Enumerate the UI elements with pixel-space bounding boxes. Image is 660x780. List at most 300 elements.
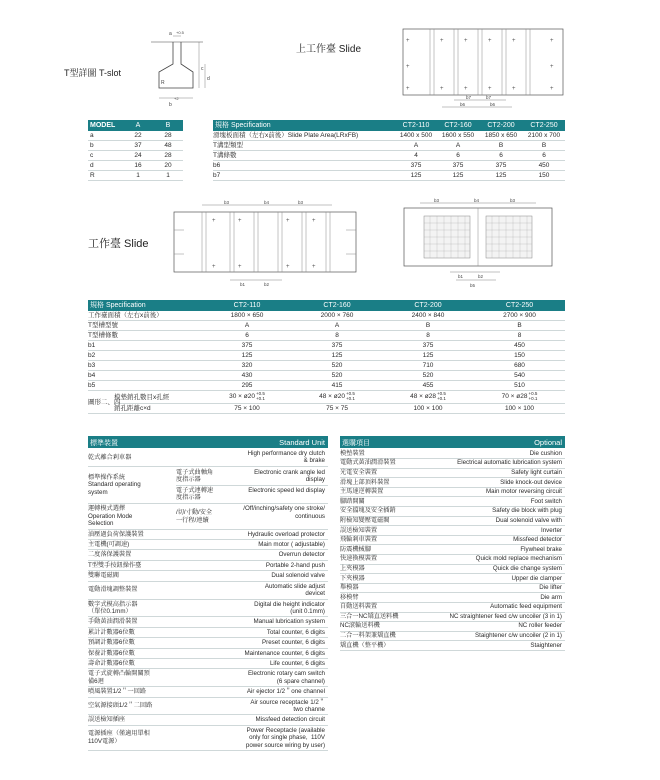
bolster-hole-group: 圖形二、四 xyxy=(88,391,114,414)
tslot-title: T型詳圖 T-slot xyxy=(64,68,122,78)
table-row xyxy=(340,555,565,565)
svg-text:+: + xyxy=(312,264,316,270)
standard-item xyxy=(88,638,328,648)
svg-text:+: + xyxy=(464,86,468,92)
bolster-spec-label: b1 xyxy=(88,341,202,351)
optional-item-cn: 光電安全裝置 xyxy=(340,468,422,478)
bolster-spec-value: 540 xyxy=(474,371,565,381)
optional-item-en: Die lifter xyxy=(422,583,565,593)
standard-item-en: Total counter, 6 digits xyxy=(266,628,325,636)
optional-item-cn: 快速換模裝置 xyxy=(340,555,422,565)
table-row xyxy=(88,404,565,414)
bolster-spec-label: T型槽型號 xyxy=(88,321,202,331)
tslot-dim-b: b xyxy=(169,102,172,108)
bolster-drawing-1 xyxy=(172,200,358,290)
hole-value-text: 48 × ø20 xyxy=(319,393,345,401)
slide-spec-label: b7 xyxy=(213,171,395,181)
bolster-spec-label: T型槽條數 xyxy=(88,331,202,341)
tslot-section xyxy=(64,28,244,113)
bolster-spec-value: 450 xyxy=(474,341,565,351)
standard-item-cn: 累計計數器6位數 xyxy=(88,628,135,636)
slide-spec-label: T溝條數 xyxy=(213,151,395,161)
standard-item xyxy=(88,669,328,687)
hole-value-text: 30 × ø20 xyxy=(229,393,255,401)
upper-slide-dim-1: b7 xyxy=(466,95,472,100)
model-row-label: c xyxy=(88,151,123,161)
bolster-spec-value: 430 xyxy=(202,371,292,381)
slide-spec-model: CT2-160 xyxy=(444,122,472,129)
standard-item xyxy=(88,617,328,627)
bolster-spec-header-label: 規格 Specification xyxy=(90,302,146,309)
table-row xyxy=(213,171,565,181)
bolster-spec-value: 2400 × 840 xyxy=(382,311,474,321)
standard-item-cn: 保養計數器6位數 xyxy=(88,649,135,657)
slide-spec-value: 125 xyxy=(395,171,437,181)
standard-list xyxy=(88,449,328,751)
bolster-spec-table xyxy=(88,300,565,414)
slide-spec-value: 4 xyxy=(395,151,437,161)
table-row xyxy=(340,545,565,555)
standard-item xyxy=(88,600,328,618)
standard-item-cn: 手動黃油潤滑裝置 xyxy=(88,618,138,626)
tslot-drawing xyxy=(139,28,219,108)
tslot-dim-r: R xyxy=(161,80,165,86)
standard-item xyxy=(88,582,328,600)
model-row-label: a xyxy=(88,131,123,141)
table-row xyxy=(340,478,565,488)
table-row xyxy=(340,574,565,584)
model-header-model: MODEL xyxy=(90,122,116,129)
standard-item-en: Automatic slide adjust devicet xyxy=(264,582,325,598)
bolster-title: 工作臺 Slide xyxy=(88,238,149,250)
slide-spec-value: A xyxy=(395,141,437,151)
optional-header-cn: 選購項目 xyxy=(342,440,370,447)
hole-tolerance: +0.5 +0.1 xyxy=(436,391,446,401)
table-row xyxy=(340,497,565,507)
bolster-drawing-2 xyxy=(400,198,556,294)
model-row-label: R xyxy=(88,171,123,181)
hole-value-text: 48 × ø28 xyxy=(410,393,436,401)
bolster-spec-value: 125 xyxy=(382,351,474,361)
slide-spec-value: 125 xyxy=(479,171,523,181)
svg-text:+: + xyxy=(286,218,290,224)
slide-spec-model: CT2-200 xyxy=(487,122,515,129)
optional-item-cn: 上夾模器 xyxy=(340,564,422,574)
model-row-value: 22 xyxy=(123,131,153,141)
bolster-hole-value xyxy=(202,404,292,414)
optional-item-en: NC straightener feed c/w uncoiler (3 in 1) xyxy=(422,612,565,622)
optional-item-en: Die cushion xyxy=(422,449,565,459)
bolster-spec-value: 520 xyxy=(382,371,474,381)
bolster-spec-header xyxy=(88,300,565,311)
svg-text:+: + xyxy=(440,86,444,92)
bolster-dim-top: b3 xyxy=(298,200,304,205)
bolster-dim-bottom: b1 xyxy=(240,282,246,287)
standard-item-cn: 誤送檢知插座 xyxy=(88,716,126,724)
slide-spec-label: 滑塊板面積（左右x前後）Slide Plate Area(LRxFB) xyxy=(213,131,395,141)
model-header-a: A xyxy=(135,122,141,129)
standard-item-en: Overrun detector xyxy=(278,551,325,559)
standard-item xyxy=(88,561,328,571)
hole-tolerance: +0.5 +0.1 xyxy=(345,391,355,401)
bolster-hole-value xyxy=(474,404,565,414)
bolster-spec-value: 150 xyxy=(474,351,565,361)
model-header-b: B xyxy=(165,122,171,129)
svg-text:+: + xyxy=(488,38,492,44)
table-row xyxy=(88,391,565,404)
standard-item xyxy=(88,628,328,638)
standard-item-cn: 壽命計數器6位數 xyxy=(88,659,135,667)
standard-item xyxy=(88,530,328,540)
optional-item-cn: 主馬達逆轉裝置 xyxy=(340,487,422,497)
slide-spec-label: b6 xyxy=(213,161,395,171)
slide-spec-value: 375 xyxy=(437,161,479,171)
bolster-spec-value: 8 xyxy=(382,331,474,341)
optional-table xyxy=(340,449,565,651)
bolster-spec-value: 6 xyxy=(202,331,292,341)
svg-text:+: + xyxy=(312,218,316,224)
optional-item-en: NC roller feeder xyxy=(422,622,565,632)
bolster2-dim-top: b4 xyxy=(474,198,480,203)
table-row xyxy=(213,131,565,141)
optional-item-en: Foot switch xyxy=(422,497,565,507)
standard-item-cn: 電子式旋轉凸輪開關預 備6迴 xyxy=(88,670,150,685)
bolster-spec-value: 2700 × 900 xyxy=(474,311,565,321)
standard-subitem xyxy=(176,486,328,503)
bolster-spec-value: 8 xyxy=(474,331,565,341)
bolster-spec-label: b2 xyxy=(88,351,202,361)
bolster-hole-label: 銷孔距離c×d xyxy=(114,404,202,414)
table-row xyxy=(88,371,565,381)
table-row xyxy=(340,507,565,517)
standard-item-en: Maintenance counter, 6 digits xyxy=(244,649,325,657)
optional-item-en: Main motor reversing circuit xyxy=(422,487,565,497)
model-row-value: 28 xyxy=(153,151,183,161)
standard-item-en: Electronic rotary cam switch (6 spare channel) xyxy=(247,670,325,685)
optional-item-en: Automatic feed equipment xyxy=(422,603,565,613)
standard-item-en: Main motor ( adjustable) xyxy=(258,541,325,549)
standard-item-en: Power Receptacle (available only for single phase, 110V power source wiring by user) xyxy=(245,726,325,749)
hole-value-text: 75 × 75 xyxy=(326,405,348,412)
slide-spec-value: 1850 x 650 xyxy=(479,131,523,141)
bolster-dim-top: b3 xyxy=(224,200,230,205)
model-row-label: b xyxy=(88,141,123,151)
model-table-header xyxy=(88,120,183,131)
slide-spec-value: 450 xyxy=(523,161,565,171)
standard-header-en: Standard Unit xyxy=(279,437,325,447)
standard-item-cn: T型雙手按鈕操作臺 xyxy=(88,561,142,569)
optional-item-cn: 附檢知變壓電磁閥 xyxy=(340,516,422,526)
bolster-hole-value xyxy=(382,391,474,404)
bolster-hole-value xyxy=(202,391,292,404)
optional-item-en: Upper die clamper xyxy=(422,574,565,584)
standard-item xyxy=(88,726,328,751)
standard-item xyxy=(88,659,328,669)
bolster-spec-label: b3 xyxy=(88,361,202,371)
slide-spec-value: 2100 x 700 xyxy=(523,131,565,141)
optional-item-cn: 舉模器 xyxy=(340,583,422,593)
optional-item-en: Slide knock-out device xyxy=(422,478,565,488)
optional-header-en: Optional xyxy=(534,437,562,447)
bolster-spec-value: 2000 × 760 xyxy=(292,311,382,321)
table-row xyxy=(88,311,565,321)
bolster2-dim-top: b3 xyxy=(510,198,516,203)
standard-item-en: /Off/inching/safety one stroke/ continuous xyxy=(243,505,325,520)
bolster-dim-bottom: b2 xyxy=(264,282,270,287)
bolster-spec-value: 1800 × 650 xyxy=(202,311,292,321)
standard-subitem xyxy=(176,468,328,486)
optional-item-en: Staightener xyxy=(422,641,565,651)
standard-item xyxy=(88,449,328,467)
optional-item-en: Flywheel brake xyxy=(422,545,565,555)
slide-spec-value: B xyxy=(479,141,523,151)
standard-item xyxy=(88,698,328,716)
tslot-dim-d: d xyxy=(207,76,210,82)
standard-item-en: Air source receptacle 1/2＂ two channe xyxy=(250,698,325,713)
model-row-label: d xyxy=(88,161,123,171)
svg-text:+: + xyxy=(550,64,554,70)
table-row xyxy=(340,487,565,497)
model-row-value: 24 xyxy=(123,151,153,161)
slide-spec-value: 150 xyxy=(523,171,565,181)
svg-text:+: + xyxy=(512,38,516,44)
standard-item-en: Manual lubrication system xyxy=(253,618,325,626)
table-row xyxy=(340,535,565,545)
optional-item-cn: NC滾輪送料機 xyxy=(340,622,422,632)
table-row xyxy=(340,593,565,603)
hole-value-text: 100 × 100 xyxy=(413,405,443,412)
standard-item-en: Air ejector 1/2＂one channel xyxy=(246,688,325,696)
svg-text:+: + xyxy=(550,86,554,92)
bolster2-dim-bottom: b5 xyxy=(470,283,476,288)
table-row xyxy=(340,583,565,593)
hole-tolerance: +0.5 +0.1 xyxy=(528,391,538,401)
model-row-value: 20 xyxy=(153,161,183,171)
upper-slide-title: 上工作臺 Slide xyxy=(296,44,362,55)
slide-spec-value: 1600 x 550 xyxy=(437,131,479,141)
bolster-spec-value: A xyxy=(202,321,292,331)
table-row xyxy=(340,468,565,478)
slide-spec-value: A xyxy=(437,141,479,151)
table-row xyxy=(340,612,565,622)
optional-item-en: Safety light curtain xyxy=(422,468,565,478)
svg-text:+: + xyxy=(212,218,216,224)
table-row xyxy=(340,622,565,632)
bolster-spec-value: 125 xyxy=(202,351,292,361)
model-row-value: 1 xyxy=(123,171,153,181)
tslot-dim-b-tol: +2 xyxy=(174,96,179,101)
standard-item-cn: 空氣源接頭1/2＂二回路 xyxy=(88,702,153,710)
table-row xyxy=(340,641,565,651)
upper-slide-dim-3: b6 xyxy=(460,102,466,107)
bolster-hole-label: 模墊銷孔數目x孔經 xyxy=(114,391,202,404)
standard-header xyxy=(88,436,328,448)
standard-header-cn: 標準裝置 xyxy=(90,440,118,447)
svg-text:+: + xyxy=(212,264,216,270)
standard-item-en: Digital die height indicator (unit 0.1mm) xyxy=(254,600,325,615)
slide-spec-value: B xyxy=(523,141,565,151)
standard-item-en: Portable 2-hand push xyxy=(265,561,325,569)
table-row xyxy=(88,171,183,181)
standard-subitem-cn: 電子式連轉速 度指示器 xyxy=(176,486,214,502)
standard-item xyxy=(88,687,328,697)
bolster-spec-value: B xyxy=(474,321,565,331)
standard-item-en: Hydraulic overload protector xyxy=(247,530,325,538)
optional-item-cn: 電動式黃油潤滑裝置 xyxy=(340,459,422,469)
optional-item-cn: 自動送料裝置 xyxy=(340,603,422,613)
slide-spec-label: T溝型類型 xyxy=(213,141,395,151)
slide-spec-value: 375 xyxy=(479,161,523,171)
table-row xyxy=(340,459,565,469)
slide-spec-value: 6 xyxy=(523,151,565,161)
bolster-spec-value: B xyxy=(382,321,474,331)
tslot-dim-c: c xyxy=(201,66,204,72)
standard-item xyxy=(88,540,328,550)
svg-text:+: + xyxy=(440,38,444,44)
bolster-spec-value: 520 xyxy=(292,371,382,381)
table-row xyxy=(213,161,565,171)
table-row xyxy=(213,151,565,161)
svg-text:+: + xyxy=(406,86,410,92)
table-row xyxy=(88,161,183,171)
optional-item-en: Quick mold replace mechanism xyxy=(422,555,565,565)
svg-text:+: + xyxy=(238,218,242,224)
svg-text:+: + xyxy=(488,86,492,92)
bolster2-dim-top: b3 xyxy=(434,198,440,203)
optional-item-cn: 三合一NC矯直送料機 xyxy=(340,612,422,622)
bolster-dim-top: b4 xyxy=(264,200,270,205)
optional-item-cn: 矯直機（整平機） xyxy=(340,641,422,651)
optional-item-cn: 飛輪剎車裝置 xyxy=(340,535,422,545)
table-row xyxy=(340,603,565,613)
table-row xyxy=(88,131,183,141)
model-row-value: 28 xyxy=(153,131,183,141)
bolster-spec-value: 455 xyxy=(382,381,474,391)
table-row xyxy=(340,631,565,641)
optional-item-en: Missfeed detector xyxy=(422,535,565,545)
standard-item-cn: 預調計數器6位數 xyxy=(88,639,135,647)
upper-slide-dim-4: b6 xyxy=(490,102,496,107)
model-row-value: 37 xyxy=(123,141,153,151)
bolster-hole-value xyxy=(382,404,474,414)
table-row xyxy=(88,321,565,331)
standard-item xyxy=(88,649,328,659)
bolster-spec-value: 295 xyxy=(202,381,292,391)
table-row xyxy=(88,331,565,341)
hole-value-text: 75 × 100 xyxy=(234,405,260,412)
standard-item xyxy=(88,571,328,581)
standard-item xyxy=(88,550,328,560)
bolster-spec-label: 工作臺面積（左右x前後） xyxy=(88,311,202,321)
standard-item-cn: 運轉模式選擇 Operation Mode Selection xyxy=(88,505,133,528)
standard-item-en: Missfeed detection circuit xyxy=(255,716,325,724)
bolster-hole-value xyxy=(292,391,382,404)
optional-item-en: Quick die change system xyxy=(422,564,565,574)
upper-slide-dim-2: b7 xyxy=(486,95,492,100)
optional-item-cn: 二合一料架兼矯直機 xyxy=(340,631,422,641)
table-row xyxy=(88,151,183,161)
svg-text:+: + xyxy=(512,86,516,92)
slide-spec-header-label: 規格 Specification xyxy=(215,122,271,129)
svg-text:+: + xyxy=(406,38,410,44)
svg-text:+: + xyxy=(406,64,410,70)
bolster2-dim-bottom: b2 xyxy=(478,274,484,279)
optional-item-cn: 腳踏開關 xyxy=(340,497,422,507)
svg-text:+: + xyxy=(464,38,468,44)
table-row xyxy=(88,351,565,361)
optional-item-cn: 模墊裝置 xyxy=(340,449,422,459)
svg-text:+: + xyxy=(550,38,554,44)
slide-spec-value: 6 xyxy=(437,151,479,161)
slide-spec-header xyxy=(213,120,565,131)
model-row-value: 16 xyxy=(123,161,153,171)
standard-item-cn2: /切/寸動/安全 一行程/連續 xyxy=(176,509,213,524)
optional-item-en: Inverter xyxy=(422,526,565,536)
bolster-spec-value: 710 xyxy=(382,361,474,371)
bolster-spec-value: 375 xyxy=(382,341,474,351)
standard-item-en: Preset counter, 6 digits xyxy=(262,639,325,647)
table-row xyxy=(88,141,183,151)
optional-item-en: Die arm xyxy=(422,593,565,603)
slide-spec-table xyxy=(213,120,565,181)
standard-item-cn: 電源插座（僅適用單相 110V電源） xyxy=(88,730,150,745)
optional-item-cn: 移模臂 xyxy=(340,593,422,603)
standard-subitem-en: Electronic crank angle led display xyxy=(254,468,325,484)
standard-item-cn: 主電機(可調速) xyxy=(88,541,130,549)
standard-subitem-en: Electronic speed led display xyxy=(248,486,325,494)
bolster-spec-model: CT2-250 xyxy=(505,302,534,309)
slide-spec-value: 375 xyxy=(395,161,437,171)
table-row xyxy=(213,141,565,151)
bolster-spec-model: CT2-200 xyxy=(414,302,442,309)
bolster-spec-value: A xyxy=(292,321,382,331)
optional-item-cn: 誤送檢知裝置 xyxy=(340,526,422,536)
slide-spec-model: CT2-250 xyxy=(530,122,558,129)
optional-item-cn: 下夾模器 xyxy=(340,574,422,584)
standard-item-cn: 數字式模高指示器 （單位0.1mm） xyxy=(88,600,138,615)
slide-spec-value: 1400 x 500 xyxy=(395,131,437,141)
slide-spec-model: CT2-110 xyxy=(402,122,430,129)
model-table xyxy=(88,120,183,181)
bolster-spec-label: b4 xyxy=(88,371,202,381)
bolster-spec-model: CT2-110 xyxy=(233,302,261,309)
bolster-spec-value: 375 xyxy=(202,341,292,351)
standard-item-en: Life counter, 6 digits xyxy=(269,659,325,667)
standard-item-cn: 二度落保護裝置 xyxy=(88,551,132,559)
table-row xyxy=(340,449,565,459)
bolster-hole-value xyxy=(474,391,565,404)
model-row-value: 1 xyxy=(153,171,183,181)
bolster-spec-value: 125 xyxy=(292,351,382,361)
bolster-spec-label: b5 xyxy=(88,381,202,391)
standard-subitem-cn: 電子式曲軸角 度指示器 xyxy=(176,468,214,484)
svg-text:+: + xyxy=(238,264,242,270)
table-row xyxy=(340,526,565,536)
model-row-value: 48 xyxy=(153,141,183,151)
optional-item-en: Staightener c/w uncoiler (2 in 1) xyxy=(422,631,565,641)
bolster-hole-value xyxy=(292,404,382,414)
optional-header xyxy=(340,436,565,448)
optional-item-en: Electrical automatic lubrication system xyxy=(422,459,565,469)
hole-tolerance: +0.5 +0.1 xyxy=(255,391,265,401)
tslot-dim-a: a xyxy=(169,31,172,37)
standard-item-cn: 標準操作系統 Standard operating system xyxy=(88,474,141,496)
optional-item-en: Safety die block with plug xyxy=(422,507,565,517)
standard-item-cn: 雙聯電磁閥 xyxy=(88,572,119,580)
optional-item-cn: 滑塊上部頂料裝置 xyxy=(340,478,422,488)
slide-spec-value: 6 xyxy=(479,151,523,161)
table-row xyxy=(340,516,565,526)
